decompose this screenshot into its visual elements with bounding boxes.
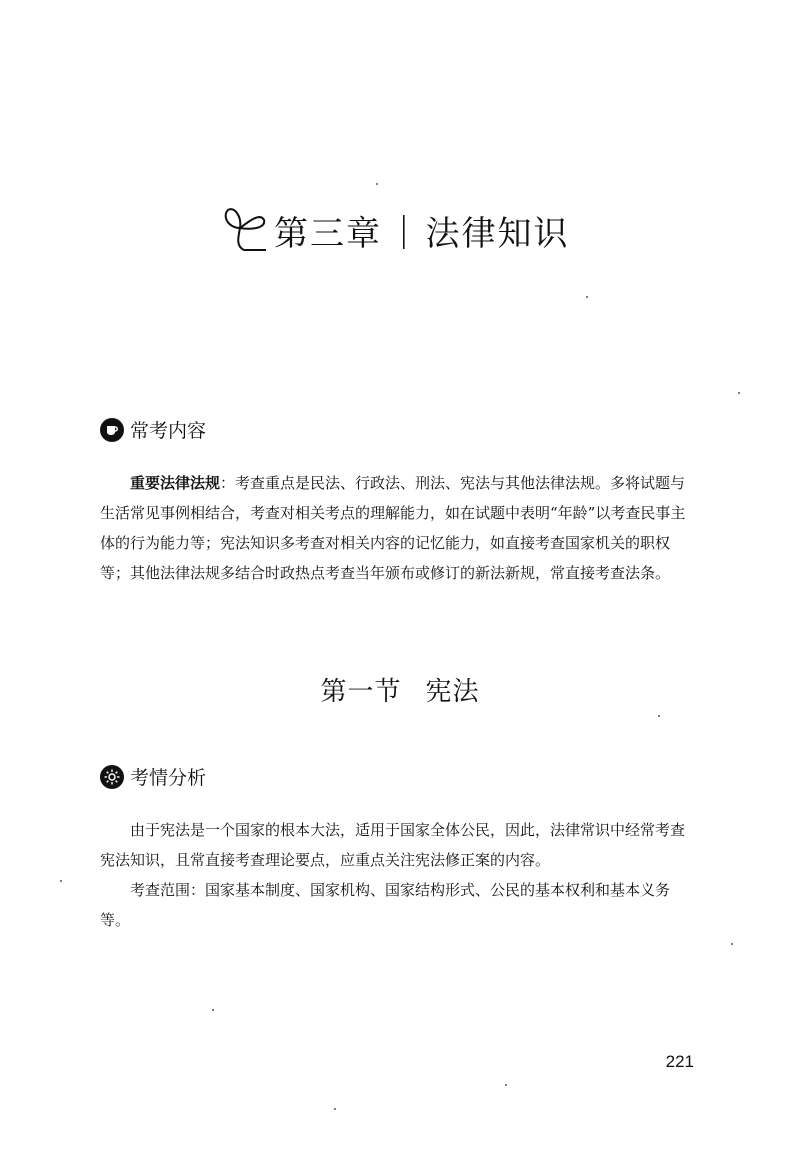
sun-icon	[100, 765, 124, 789]
scan-speck	[731, 943, 733, 945]
scan-speck	[505, 1084, 507, 1086]
page-number: 221	[665, 1052, 694, 1071]
scan-speck	[586, 296, 588, 298]
frequent-content-paragraph	[100, 468, 692, 588]
chapter-title	[218, 195, 569, 265]
frequent-content-label: 常考内容	[130, 420, 207, 442]
frequent-content-body: ：考查重点是民法、行政法、刑法、宪法与其他法律法规。多将试题与生活常见事例相结合，考查对相关考点的理解能力，如在试题中表明“年龄”以考查民事主体的行为能力等；宪法知识多考查对相关内容的记忆能力，如直接考查国家机关的职权等；其他法律法规多结合时政热点考查当年颁布或修订的新法新规，常直接考查法条。	[100, 474, 686, 582]
analysis-paragraph-1: 由于宪法是一个国家的根本大法，适用于国家全体公民，因此，法律常识中经常考查宪法知识，且常直接考查理论要点，应重点关注宪法修正案的内容。	[100, 821, 686, 869]
scan-speck	[658, 715, 660, 717]
scan-speck	[738, 392, 740, 394]
analysis-heading	[100, 763, 206, 790]
section-title	[0, 671, 800, 708]
frequent-content-heading	[100, 416, 206, 443]
scan-speck	[334, 1108, 336, 1110]
chapter-number: 第三章	[274, 213, 382, 254]
section-number: 第一节	[320, 677, 402, 707]
chapter-separator: |	[398, 210, 410, 250]
scan-speck	[60, 880, 62, 882]
sprout-icon	[218, 202, 270, 258]
analysis-paragraph-2: 考查范围：国家基本制度、国家机构、国家结构形式、公民的基本权利和基本义务等。	[100, 881, 671, 929]
cup-icon	[100, 418, 124, 442]
key-laws-lead: 重要法律法规	[130, 474, 221, 492]
scan-speck	[212, 1009, 214, 1011]
scan-speck	[376, 183, 378, 185]
analysis-label: 考情分析	[130, 767, 207, 789]
section-name: 宪法	[425, 677, 480, 707]
chapter-name: 法律知识	[425, 213, 570, 254]
